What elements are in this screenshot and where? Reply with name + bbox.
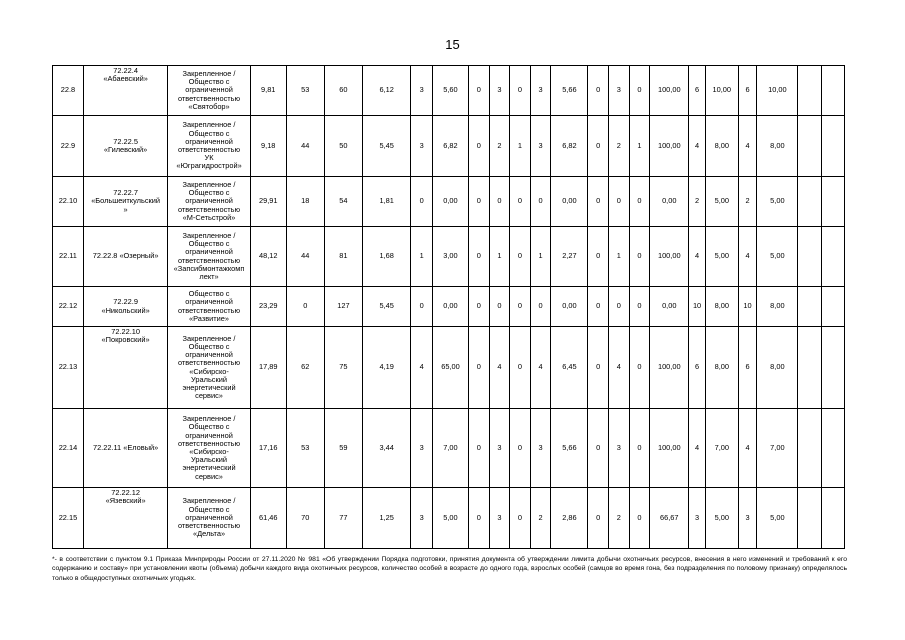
data-cell: 0 bbox=[609, 177, 630, 227]
data-cell: 29,91 bbox=[250, 177, 286, 227]
row-number: 22.15 bbox=[53, 488, 84, 549]
data-cell: 0,00 bbox=[650, 287, 689, 327]
data-cell: 3 bbox=[530, 409, 551, 488]
row-number: 22.11 bbox=[53, 227, 84, 287]
data-cell: 3 bbox=[489, 488, 510, 549]
data-cell: 3,00 bbox=[432, 227, 468, 287]
data-cell: 3 bbox=[411, 409, 433, 488]
data-cell: 0 bbox=[588, 287, 609, 327]
data-cell: 8,00 bbox=[705, 116, 738, 177]
data-cell: 4 bbox=[689, 227, 705, 287]
data-cell: 100,00 bbox=[650, 327, 689, 409]
data-cell bbox=[822, 488, 845, 549]
data-cell: 0 bbox=[510, 488, 531, 549]
table-row bbox=[53, 227, 845, 287]
data-cell: 100,00 bbox=[650, 66, 689, 116]
data-cell: 2,86 bbox=[551, 488, 588, 549]
data-cell: 6,45 bbox=[551, 327, 588, 409]
data-cell bbox=[798, 116, 822, 177]
data-cell: 0 bbox=[588, 66, 609, 116]
data-cell: 3 bbox=[411, 488, 433, 549]
data-cell: 6 bbox=[738, 66, 757, 116]
data-cell: 2 bbox=[609, 488, 630, 549]
data-cell: 4 bbox=[609, 327, 630, 409]
user-organization: Закрепленное / Общество с ограниченной ответственностью «Сибирско- Уральский энергетический сервис» bbox=[168, 327, 250, 409]
data-cell: 53 bbox=[286, 66, 324, 116]
data-cell: 7,00 bbox=[705, 409, 738, 488]
data-cell: 0 bbox=[468, 287, 489, 327]
data-cell: 0 bbox=[468, 488, 489, 549]
data-cell: 0 bbox=[468, 327, 489, 409]
table-row bbox=[53, 177, 845, 227]
row-number: 22.12 bbox=[53, 287, 84, 327]
data-cell: 2 bbox=[609, 116, 630, 177]
data-cell: 66,67 bbox=[650, 488, 689, 549]
page-number: 15 bbox=[445, 37, 460, 52]
data-cell: 6,82 bbox=[432, 116, 468, 177]
data-cell: 100,00 bbox=[650, 116, 689, 177]
data-cell: 5,45 bbox=[362, 287, 410, 327]
footnote: *- в соответствии с пунктом 9.1 Приказа Минприроды России от 27.11.2020 № 981 «Об утверждении Порядка подготовки, принятия документа об утверждении лимита добычи охотничьих ресурсов, внесения в него изменений и требований к его содержанию и составу» при установлении квоты (объема) добычи каждого вида охотничьих ресурсов, количество особей в возрасте до одного года, взрослых особей (самцов во время гона, без подразделения по половому признаку) определялось только в общедоступных охотничьих угодьях. bbox=[52, 556, 847, 582]
data-cell bbox=[822, 409, 845, 488]
data-cell: 0 bbox=[629, 287, 650, 327]
data-cell: 0 bbox=[411, 177, 433, 227]
data-cell: 0,00 bbox=[650, 177, 689, 227]
data-cell: 0 bbox=[588, 488, 609, 549]
data-cell: 0 bbox=[530, 177, 551, 227]
data-cell bbox=[822, 287, 845, 327]
hunting-ground-name: 72.22.7 «Большеиткульский » bbox=[83, 177, 167, 227]
data-cell: 7,00 bbox=[432, 409, 468, 488]
data-cell: 62 bbox=[286, 327, 324, 409]
data-cell: 44 bbox=[286, 227, 324, 287]
data-cell: 5,00 bbox=[757, 177, 798, 227]
user-organization: Закрепленное / Общество с ограниченной ответственностью «Сибирско- Уральский энергетический сервис» bbox=[168, 409, 250, 488]
row-number: 22.9 bbox=[53, 116, 84, 177]
data-cell: 5,00 bbox=[432, 488, 468, 549]
data-cell: 7,00 bbox=[757, 409, 798, 488]
data-cell: 0,00 bbox=[432, 287, 468, 327]
data-cell: 0 bbox=[629, 177, 650, 227]
data-cell: 2,27 bbox=[551, 227, 588, 287]
data-cell: 48,12 bbox=[250, 227, 286, 287]
data-cell: 10 bbox=[738, 287, 757, 327]
data-cell: 23,29 bbox=[250, 287, 286, 327]
table-row bbox=[53, 66, 845, 116]
data-cell: 0 bbox=[510, 327, 531, 409]
data-cell: 17,89 bbox=[250, 327, 286, 409]
data-cell: 0 bbox=[629, 66, 650, 116]
data-cell: 100,00 bbox=[650, 409, 689, 488]
data-cell: 0 bbox=[588, 409, 609, 488]
data-cell: 0 bbox=[629, 327, 650, 409]
data-cell: 0 bbox=[588, 177, 609, 227]
hunting-ground-name: 72.22.11 «Еловый» bbox=[83, 409, 167, 488]
data-cell: 44 bbox=[286, 116, 324, 177]
data-cell: 59 bbox=[324, 409, 362, 488]
hunting-ground-name: 72.22.12 «Язевский» bbox=[83, 488, 167, 549]
data-cell: 0 bbox=[588, 327, 609, 409]
data-cell: 0 bbox=[468, 409, 489, 488]
data-cell: 5,00 bbox=[757, 488, 798, 549]
data-cell: 0,00 bbox=[551, 287, 588, 327]
data-cell: 100,00 bbox=[650, 227, 689, 287]
data-cell: 81 bbox=[324, 227, 362, 287]
data-cell: 10 bbox=[689, 287, 705, 327]
hunting-ground-name: 72.22.5 «Гилевский» bbox=[83, 116, 167, 177]
data-cell: 8,00 bbox=[705, 287, 738, 327]
data-cell: 0 bbox=[468, 66, 489, 116]
user-organization: Закрепленное / Общество с ограниченной ответственностью «М-Сетьстрой» bbox=[168, 177, 250, 227]
data-cell bbox=[822, 227, 845, 287]
data-cell: 5,45 bbox=[362, 116, 410, 177]
data-cell: 1,68 bbox=[362, 227, 410, 287]
data-cell: 5,00 bbox=[705, 488, 738, 549]
data-cell: 77 bbox=[324, 488, 362, 549]
data-cell: 1,81 bbox=[362, 177, 410, 227]
data-cell: 0,00 bbox=[432, 177, 468, 227]
data-cell: 4 bbox=[489, 327, 510, 409]
data-cell: 0,00 bbox=[551, 177, 588, 227]
row-number: 22.13 bbox=[53, 327, 84, 409]
data-cell: 5,00 bbox=[757, 227, 798, 287]
data-cell: 4 bbox=[738, 116, 757, 177]
table-row bbox=[53, 116, 845, 177]
data-cell: 2 bbox=[489, 116, 510, 177]
data-cell: 0 bbox=[629, 409, 650, 488]
data-cell: 0 bbox=[468, 116, 489, 177]
row-number: 22.8 bbox=[53, 66, 84, 116]
hunting-ground-name: 72.22.8 «Озерный» bbox=[83, 227, 167, 287]
data-cell: 3 bbox=[689, 488, 705, 549]
data-cell: 3,44 bbox=[362, 409, 410, 488]
data-cell: 4 bbox=[738, 227, 757, 287]
data-cell: 3 bbox=[489, 66, 510, 116]
data-cell: 0 bbox=[489, 287, 510, 327]
data-cell: 1,25 bbox=[362, 488, 410, 549]
data-cell: 0 bbox=[510, 227, 531, 287]
data-cell: 65,00 bbox=[432, 327, 468, 409]
user-organization: Закрепленное / Общество с ограниченной ответственностью «Дельта» bbox=[168, 488, 250, 549]
data-cell: 4 bbox=[689, 116, 705, 177]
data-cell bbox=[798, 409, 822, 488]
table-body bbox=[53, 66, 845, 549]
data-cell: 8,00 bbox=[705, 327, 738, 409]
data-cell: 3 bbox=[609, 66, 630, 116]
data-cell: 6,82 bbox=[551, 116, 588, 177]
data-cell bbox=[798, 287, 822, 327]
data-cell: 3 bbox=[411, 116, 433, 177]
data-cell: 3 bbox=[530, 66, 551, 116]
row-number: 22.10 bbox=[53, 177, 84, 227]
data-cell: 8,00 bbox=[757, 327, 798, 409]
data-cell: 4 bbox=[530, 327, 551, 409]
data-cell: 2 bbox=[738, 177, 757, 227]
data-cell: 0 bbox=[510, 409, 531, 488]
data-cell: 4 bbox=[689, 409, 705, 488]
data-cell: 5,00 bbox=[705, 227, 738, 287]
data-cell: 3 bbox=[489, 409, 510, 488]
data-cell: 0 bbox=[510, 287, 531, 327]
data-cell: 4 bbox=[738, 409, 757, 488]
data-cell: 18 bbox=[286, 177, 324, 227]
data-cell: 3 bbox=[411, 66, 433, 116]
user-organization: Закрепленное / Общество с ограниченной ответственностью «Святобор» bbox=[168, 66, 250, 116]
data-cell bbox=[798, 327, 822, 409]
data-cell: 3 bbox=[530, 116, 551, 177]
user-organization: Закрепленное / Общество с ограниченной ответственностью «Запсибмонтажкомп лект» bbox=[168, 227, 250, 287]
data-cell: 6 bbox=[689, 327, 705, 409]
data-cell: 0 bbox=[468, 177, 489, 227]
data-cell: 1 bbox=[510, 116, 531, 177]
data-cell: 70 bbox=[286, 488, 324, 549]
data-cell: 5,00 bbox=[705, 177, 738, 227]
data-cell: 5,66 bbox=[551, 66, 588, 116]
table-row bbox=[53, 488, 845, 549]
data-cell: 6 bbox=[689, 66, 705, 116]
data-cell: 5,60 bbox=[432, 66, 468, 116]
data-cell bbox=[822, 177, 845, 227]
data-cell: 1 bbox=[489, 227, 510, 287]
table-row bbox=[53, 327, 845, 409]
user-organization: Закрепленное / Общество с ограниченной ответственностью УК «Юграгидрострой» bbox=[168, 116, 250, 177]
data-cell bbox=[798, 227, 822, 287]
data-cell bbox=[798, 66, 822, 116]
data-cell: 3 bbox=[738, 488, 757, 549]
data-cell: 6 bbox=[738, 327, 757, 409]
data-cell: 0 bbox=[629, 488, 650, 549]
data-cell: 4 bbox=[411, 327, 433, 409]
hunting-ground-name: 72.22.4 «Абаевский» bbox=[83, 66, 167, 116]
data-cell: 0 bbox=[286, 287, 324, 327]
user-organization: Общество с ограниченной ответственностью «Развитие» bbox=[168, 287, 250, 327]
data-cell: 8,00 bbox=[757, 116, 798, 177]
row-number: 22.14 bbox=[53, 409, 84, 488]
data-cell: 0 bbox=[411, 287, 433, 327]
data-cell: 17,16 bbox=[250, 409, 286, 488]
data-cell bbox=[798, 488, 822, 549]
data-cell: 0 bbox=[629, 227, 650, 287]
data-cell: 0 bbox=[609, 287, 630, 327]
data-cell bbox=[822, 116, 845, 177]
data-cell: 1 bbox=[609, 227, 630, 287]
data-cell: 50 bbox=[324, 116, 362, 177]
data-cell: 1 bbox=[629, 116, 650, 177]
data-cell: 2 bbox=[689, 177, 705, 227]
hunting-ground-name: 72.22.10 «Покровский» bbox=[83, 327, 167, 409]
data-cell: 0 bbox=[510, 177, 531, 227]
data-cell: 6,12 bbox=[362, 66, 410, 116]
data-cell: 0 bbox=[510, 66, 531, 116]
data-cell: 0 bbox=[468, 227, 489, 287]
data-cell: 0 bbox=[530, 287, 551, 327]
data-cell: 5,66 bbox=[551, 409, 588, 488]
data-cell: 10,00 bbox=[757, 66, 798, 116]
data-cell: 10,00 bbox=[705, 66, 738, 116]
data-cell: 0 bbox=[588, 227, 609, 287]
data-cell: 61,46 bbox=[250, 488, 286, 549]
data-cell: 54 bbox=[324, 177, 362, 227]
data-cell: 0 bbox=[588, 116, 609, 177]
data-cell: 3 bbox=[609, 409, 630, 488]
data-cell: 1 bbox=[530, 227, 551, 287]
data-cell: 8,00 bbox=[757, 287, 798, 327]
data-cell: 60 bbox=[324, 66, 362, 116]
data-cell: 2 bbox=[530, 488, 551, 549]
data-cell bbox=[822, 66, 845, 116]
data-cell bbox=[798, 177, 822, 227]
data-cell: 127 bbox=[324, 287, 362, 327]
quota-table bbox=[52, 65, 845, 549]
data-cell: 75 bbox=[324, 327, 362, 409]
data-cell bbox=[822, 327, 845, 409]
hunting-ground-name: 72.22.9 «Никольский» bbox=[83, 287, 167, 327]
data-cell: 0 bbox=[489, 177, 510, 227]
data-cell: 4,19 bbox=[362, 327, 410, 409]
data-cell: 1 bbox=[411, 227, 433, 287]
data-cell: 9,81 bbox=[250, 66, 286, 116]
table-row bbox=[53, 409, 845, 488]
data-cell: 53 bbox=[286, 409, 324, 488]
data-cell: 9,18 bbox=[250, 116, 286, 177]
table-row bbox=[53, 287, 845, 327]
